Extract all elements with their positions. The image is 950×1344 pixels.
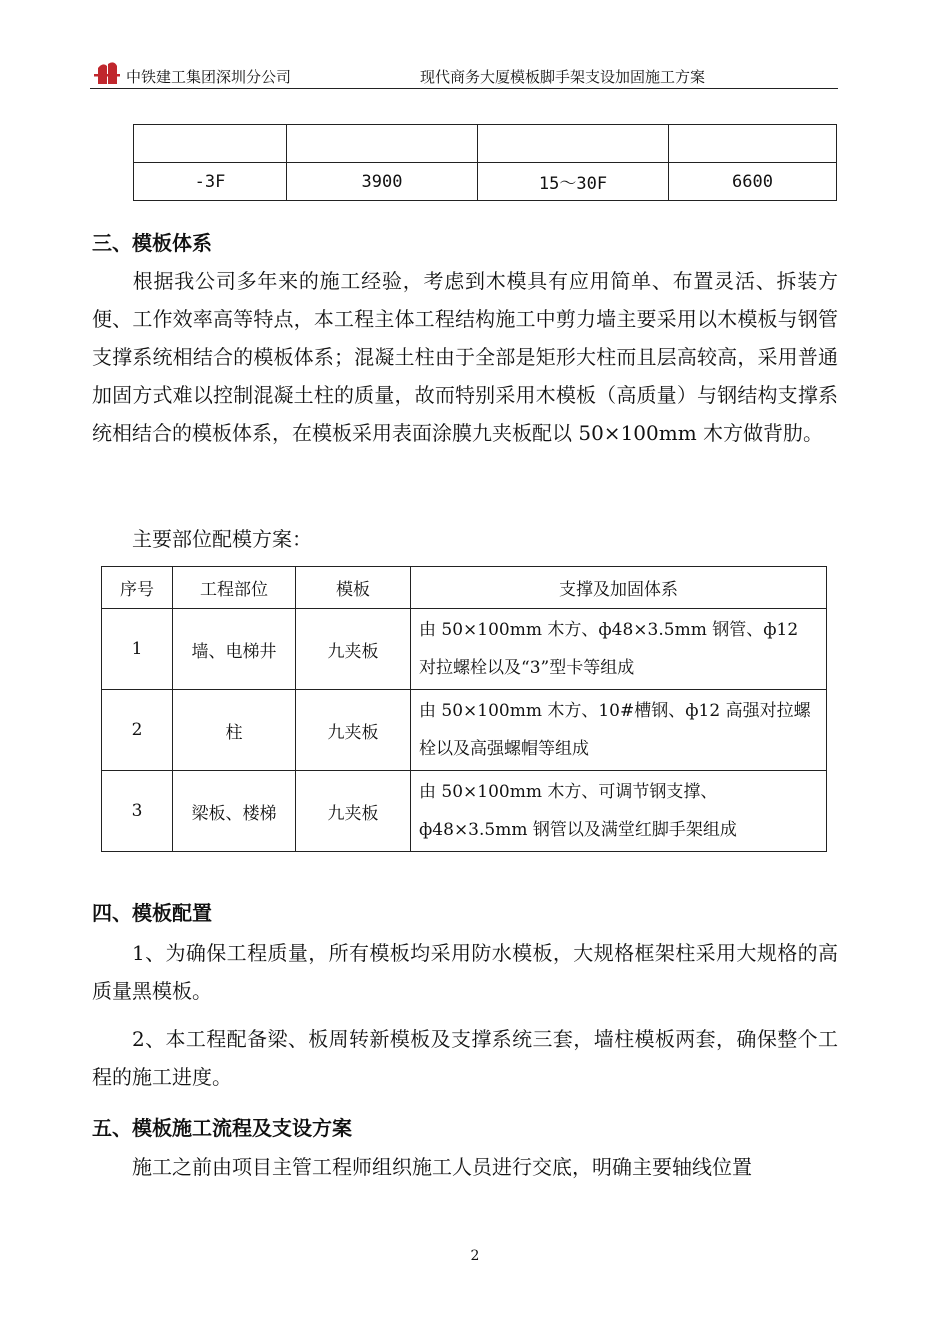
paragraph xyxy=(92,520,838,558)
column-header: 工程部位 xyxy=(173,567,296,609)
table-row xyxy=(134,125,837,163)
table-cell: 墙、电梯井 xyxy=(173,609,296,690)
table-cell: -3F xyxy=(134,163,287,201)
column-header: 模板 xyxy=(296,567,411,609)
table-row xyxy=(134,163,837,201)
table-cell: 由 50×100mm 木方、10#槽钢、ф12 高强对拉螺栓以及高强螺帽等组成 xyxy=(411,690,827,771)
floor-height-table xyxy=(133,124,837,201)
company-logo-icon xyxy=(94,60,120,86)
page-number: 2 xyxy=(470,1248,480,1264)
column-header: 支撑及加固体系 xyxy=(411,567,827,609)
paragraph-text: 施工之前由项目主管工程师组织施工人员进行交底，明确主要轴线位置 xyxy=(132,1155,752,1179)
paragraph-text: 2、本工程配备梁、板周转新模板及支撑系统三套，墙柱模板两套，确保整个工程的施工进度。 xyxy=(92,1027,838,1089)
table-cell: 2 xyxy=(102,690,173,771)
table-cell: 由 50×100mm 木方、ф48×3.5mm 钢管、ф12 对拉螺栓以及“3”型卡等组成 xyxy=(411,609,827,690)
table-cell: 由 50×100mm 木方、可调节钢支撑、ф48×3.5mm 钢管以及满堂红脚手架组成 xyxy=(411,771,827,852)
table-cell: 1 xyxy=(102,609,173,690)
formwork-table xyxy=(101,566,827,852)
section-heading: 五、模板施工流程及支设方案 xyxy=(92,1116,352,1140)
paragraph-text: 根据我公司多年来的施工经验，考虑到木模具有应用简单、布置灵活、拆装方便、工作效率高等特点，本工程主体工程结构施工中剪力墙主要采用以木模板与钢管支撑系统相结合的模板体系；混凝土柱由于全部是矩形大柱而且层高较高，采用普通加固方式难以控制混凝土柱的质量，故而特别采用木模板（高质量）与钢结构支撑系统相结合的模板体系，在模板采用表面涂膜九夹板配以 50×100mm 木方做背肋。 xyxy=(92,269,838,445)
paragraph-text: 主要部位配模方案： xyxy=(132,527,312,551)
document-title: 现代商务大厦模板脚手架支设加固施工方案 xyxy=(420,68,706,86)
table-cell: 九夹板 xyxy=(296,609,411,690)
table-cell: 九夹板 xyxy=(296,690,411,771)
column-header: 序号 xyxy=(102,567,173,609)
table-header-row xyxy=(102,567,827,609)
table-cell: 3900 xyxy=(287,163,478,201)
table-cell: 梁板、楼梯 xyxy=(173,771,296,852)
table-cell: 九夹板 xyxy=(296,771,411,852)
page-header xyxy=(90,58,838,89)
section-heading: 四、模板配置 xyxy=(92,901,212,925)
table-cell: 3 xyxy=(102,771,173,852)
section-heading: 三、模板体系 xyxy=(92,231,212,255)
table-row xyxy=(102,609,827,690)
paragraph xyxy=(92,934,838,1010)
paragraph-text: 1、为确保工程质量，所有模板均采用防水模板，大规格框架柱采用大规格的高质量黑模板。 xyxy=(92,941,838,1003)
paragraph xyxy=(92,1020,838,1096)
paragraph xyxy=(92,1148,838,1186)
table-row xyxy=(102,690,827,771)
table-cell: 柱 xyxy=(173,690,296,771)
table-cell: 15～30F xyxy=(478,163,669,201)
table-cell: 6600 xyxy=(669,163,837,201)
paragraph xyxy=(92,262,838,452)
table-row xyxy=(102,771,827,852)
company-name: 中铁建工集团深圳分公司 xyxy=(126,68,292,86)
